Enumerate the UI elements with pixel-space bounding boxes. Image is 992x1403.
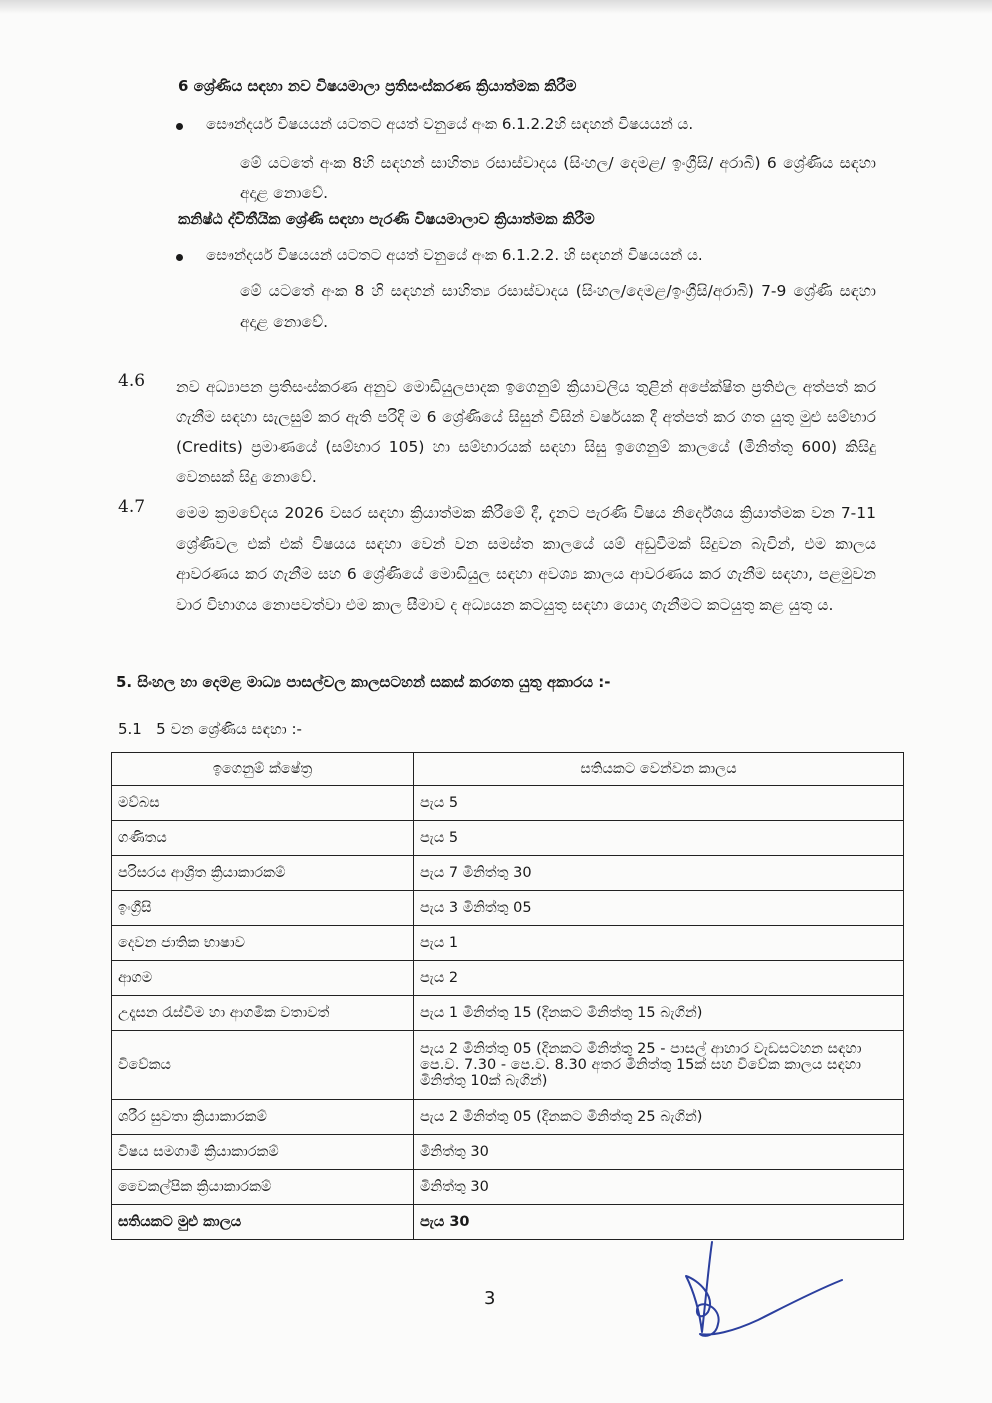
weekly-time-cell: පැය 1 [414,926,904,961]
section-4-6-number: 4.6 [118,371,146,391]
weekly-time-cell: පැය 5 [414,821,904,856]
weekly-time-cell: පැය 1 මිනිත්තු 15 (දිනකට මිනිත්තු 15 බැගින්) [414,996,904,1031]
grade6-note [240,148,876,208]
learning-area-cell: වෛකල්පික ක්‍රියාකාරකම් [112,1170,414,1205]
learning-area-cell: පරිසරය ආශ්‍රිත ක්‍රියාකාරකම් [112,856,414,891]
table-row [112,856,904,891]
weekly-time-cell: මිනිත්තු 30 [414,1170,904,1205]
table-row [112,891,904,926]
signature-image [672,1240,852,1350]
learning-area-cell: උදෑසන රැස්වීම හා ආගමික වතාවත් [112,996,414,1031]
weekly-time-cell: පැය 5 [414,786,904,821]
table-row [112,786,904,821]
total-label-cell: සතියකට මුළු කාලය [112,1205,414,1240]
section-4-6-text: නව අධ්‍යාපන ප්‍රතිසංස්කරණ අනුව මොඩියුලපාදක ඉගෙනුම් ක්‍රියාවලිය තුළින් අපේක්ෂිත ප්‍රතිඵල අත්පත් කර ගැනීම සඳහා සැලසුම් කර ඇති පරිදි ම 6 ශ්‍රේණියේ සිසුන් විසින් වර්ෂයක දී අත්පත් කර ගත යුතු මුළු සම්භාර (Credits) ප්‍රමාණයේ (සම්භාර 105) හා සම්භාරයක් සඳහා සිසු ඉගෙනුම් කාලයේ (මිනිත්තු 600) කිසිදු වෙනසක් සිදු නොවේ. [176,378,876,486]
junior-note [240,276,876,338]
grade6-bullet-text: සෞන්දර්ය විෂයයන් යටතට අයත් වනුයේ අංක 6.1.2.2හි සඳහන් විෂයයන් ය. [206,115,694,133]
weekly-time-cell: පැය 2 මිනිත්තු 05 (දිනකට මිනිත්තු 25 - පාසල් ආහාර වැඩසටහන සඳහා පෙ.ව. 7.30 - පෙ.ව. 8.30 අතර මිනිත්තු 15ක් සහ විවේක කාලය සඳහා මිනිත්තු 10ක් බැගින්) [414,1031,904,1100]
table-body [112,786,904,1240]
weekly-time-cell: මිනිත්තු 30 [414,1135,904,1170]
junior-heading: කනිෂ්ඨ ද්විතීයික ශ්‍රේණි සඳහා පැරණි විෂයමාලාව ක්‍රියාත්මක කිරීම [178,210,595,228]
weekly-time-cell: පැය 3 මිනිත්තු 05 [414,891,904,926]
section-4-7 [176,498,876,620]
weekly-time-cell: පැය 2 මිනිත්තු 05 (දිනකට මිනිත්තු 25 බැගින්) [414,1100,904,1135]
weekly-time-cell: පැය 7 මිනිත්තු 30 [414,856,904,891]
junior-bullet-icon [176,254,183,261]
learning-area-cell: දෙවන ජාතික භාෂාව [112,926,414,961]
timetable-table [111,752,904,1240]
section-4-7-text: මෙම ක්‍රමවේදය 2026 වසර සඳහා ක්‍රියාත්මක කිරීමේ දී, දැනට පැරණි විෂය නිර්දේශය ක්‍රියාත්මක වන 7-11 ශ්‍රේණිවල එක් එක් විෂයය සඳහා වෙන් වන සමස්ත කාලයේ යම් අඩුවීමක් සිදුවන බැවින්, එම කාලය ආවරණය කර ගැනීම සහ 6 ශ්‍රේණියේ මොඩියුල සඳහා අවශ්‍ය කාලය ආවරණය කර ගැනීම සඳහා, පළමුවන වාර විභාගය නොපවත්වා එම කාල සීමාව ද අධ්‍යයන කටයුතු සඳහා යොදා ගැනීමට කටයුතු කළ යුතු ය. [176,504,876,614]
learning-area-cell: ශරීර සුවතා ක්‍රියාකාරකම් [112,1100,414,1135]
grade6-bullet-icon [176,123,183,130]
section-5-1-heading: 5.1 5 වන ශ්‍රේණිය සඳහා :- [118,720,302,738]
page-number: 3 [484,1288,496,1309]
junior-note-text: මේ යටතේ අංක 8 හි සඳහන් සාහිත්‍ය රසාස්වාදය (සිංහල/දෙමළ/ඉංග්‍රීසි/අරාබි) 7-9 ශ්‍රේණි සඳහා අදාළ නොවේ. [240,282,876,331]
table-row [112,1170,904,1205]
learning-area-cell: ආගම [112,961,414,996]
table-row [112,1135,904,1170]
grade6-heading: 6 ශ්‍රේණිය සඳහා නව විෂයමාලා ප්‍රතිසංස්කරණ ක්‍රියාත්මක කිරීම [178,77,577,95]
table-row [112,961,904,996]
section-5-heading: 5. සිංහල හා දෙමළ මාධ්‍ය පාසල්වල කාලසටහන් සකස් කරගත යුතු අකාරය :- [116,673,611,691]
section-4-6 [176,372,876,492]
table-row [112,996,904,1031]
scan-top-edge [0,0,992,14]
learning-area-cell: මව්බස [112,786,414,821]
learning-area-cell: ඉංග්‍රීසි [112,891,414,926]
learning-area-cell: ගණිතය [112,821,414,856]
table-row [112,1100,904,1135]
table-header-learning-area: ඉගෙනුම් ක්ෂේත්‍ර [112,753,414,786]
table-row [112,926,904,961]
table-total-row [112,1205,904,1240]
weekly-time-cell: පැය 2 [414,961,904,996]
learning-area-cell: විවේකය [112,1031,414,1100]
total-value-cell: පැය 30 [414,1205,904,1240]
table-header-row [112,753,904,786]
grade6-note-text: මේ යටතේ අංක 8හි සඳහන් සාහිත්‍ය රසාස්වාදය (සිංහල/ දෙමළ/ ඉංග්‍රීසි/ අරාබි) 6 ශ්‍රේණිය සඳහා අදාළ නොවේ. [240,154,876,202]
section-4-7-number: 4.7 [118,497,146,517]
learning-area-cell: විෂය සමගාමී ක්‍රියාකාරකම් [112,1135,414,1170]
table-row [112,821,904,856]
table-row [112,1031,904,1100]
table-header-weekly-time: සතියකට වෙන්වන කාලය [414,753,904,786]
junior-bullet-text: සෞන්දර්ය විෂයයන් යටතට අයත් වනුයේ අංක 6.1.2.2. හි සඳහන් විෂයයන් ය. [206,246,703,264]
